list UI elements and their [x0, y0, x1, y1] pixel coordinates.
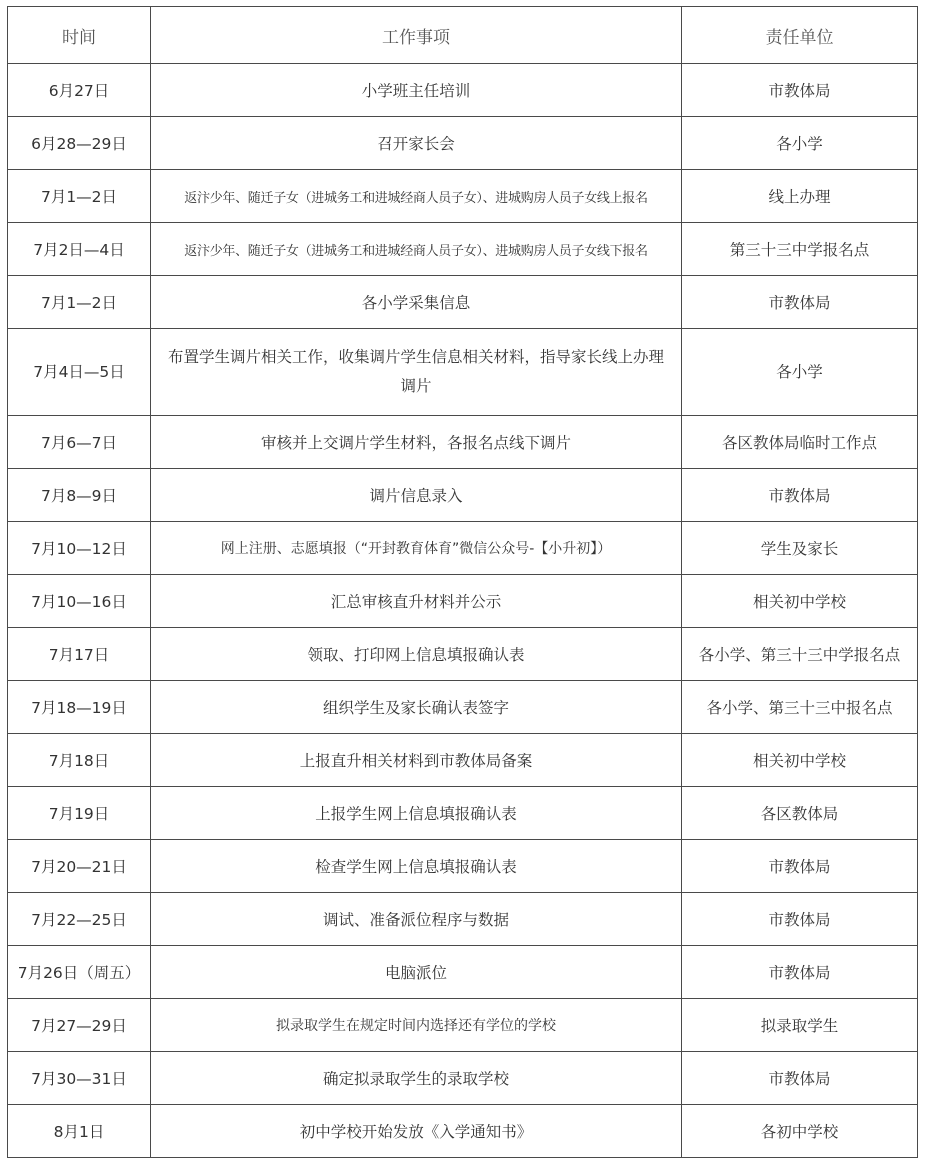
time-cell: 7月6—7日 [8, 416, 151, 469]
task-cell: 返汴少年、随迁子女（进城务工和进城经商人员子女）、进城购房人员子女线下报名 [151, 223, 682, 276]
unit-cell: 市教体局 [682, 276, 918, 329]
table-row [8, 223, 918, 276]
time-cell: 7月4日—5日 [8, 329, 151, 416]
unit-cell: 市教体局 [682, 469, 918, 522]
table-row [8, 628, 918, 681]
time-cell: 7月17日 [8, 628, 151, 681]
task-cell: 返汴少年、随迁子女（进城务工和进城经商人员子女）、进城购房人员子女线上报名 [151, 170, 682, 223]
table-row [8, 575, 918, 628]
header-row [8, 7, 918, 64]
table-row [8, 416, 918, 469]
time-cell: 7月30—31日 [8, 1052, 151, 1105]
table-row [8, 117, 918, 170]
table-row [8, 946, 918, 999]
task-cell: 调片信息录入 [151, 469, 682, 522]
time-cell: 7月10—12日 [8, 522, 151, 575]
time-cell: 7月20—21日 [8, 840, 151, 893]
table-row [8, 999, 918, 1052]
unit-cell: 学生及家长 [682, 522, 918, 575]
unit-cell: 各区教体局 [682, 787, 918, 840]
header-task: 工作事项 [151, 7, 682, 64]
time-cell: 7月8—9日 [8, 469, 151, 522]
table-row [8, 681, 918, 734]
table-row [8, 276, 918, 329]
unit-cell: 拟录取学生 [682, 999, 918, 1052]
task-cell: 小学班主任培训 [151, 64, 682, 117]
time-cell: 8月1日 [8, 1105, 151, 1158]
task-cell: 上报直升相关材料到市教体局备案 [151, 734, 682, 787]
task-cell: 网上注册、志愿填报（“开封教育体育”微信公众号-【小升初】） [151, 522, 682, 575]
task-cell: 汇总审核直升材料并公示 [151, 575, 682, 628]
unit-cell: 相关初中学校 [682, 734, 918, 787]
unit-cell: 线上办理 [682, 170, 918, 223]
unit-cell: 各小学、第三十三中报名点 [682, 681, 918, 734]
table-row [8, 64, 918, 117]
schedule-table [7, 6, 918, 1158]
table-row [8, 170, 918, 223]
unit-cell: 市教体局 [682, 64, 918, 117]
time-cell: 7月2日—4日 [8, 223, 151, 276]
time-cell: 7月19日 [8, 787, 151, 840]
task-cell: 拟录取学生在规定时间内选择还有学位的学校 [151, 999, 682, 1052]
unit-cell: 市教体局 [682, 893, 918, 946]
time-cell: 7月22—25日 [8, 893, 151, 946]
unit-cell: 相关初中学校 [682, 575, 918, 628]
task-cell: 召开家长会 [151, 117, 682, 170]
time-cell: 6月28—29日 [8, 117, 151, 170]
task-cell: 确定拟录取学生的录取学校 [151, 1052, 682, 1105]
time-cell: 6月27日 [8, 64, 151, 117]
time-cell: 7月18—19日 [8, 681, 151, 734]
time-cell: 7月27—29日 [8, 999, 151, 1052]
time-cell: 7月1—2日 [8, 170, 151, 223]
unit-cell: 市教体局 [682, 1052, 918, 1105]
task-cell: 检查学生网上信息填报确认表 [151, 840, 682, 893]
table-row [8, 893, 918, 946]
table-row [8, 329, 918, 416]
task-cell: 各小学采集信息 [151, 276, 682, 329]
task-cell: 调试、准备派位程序与数据 [151, 893, 682, 946]
unit-cell: 市教体局 [682, 946, 918, 999]
table-row [8, 522, 918, 575]
table-row [8, 1052, 918, 1105]
header-time: 时间 [8, 7, 151, 64]
task-cell: 领取、打印网上信息填报确认表 [151, 628, 682, 681]
unit-cell: 各小学 [682, 117, 918, 170]
unit-cell: 各区教体局临时工作点 [682, 416, 918, 469]
time-cell: 7月10—16日 [8, 575, 151, 628]
unit-cell: 各小学 [682, 329, 918, 416]
unit-cell: 各小学、第三十三中学报名点 [682, 628, 918, 681]
task-cell: 组织学生及家长确认表签字 [151, 681, 682, 734]
table-row [8, 787, 918, 840]
table-row [8, 1105, 918, 1158]
table-row [8, 469, 918, 522]
table-row [8, 840, 918, 893]
table-row [8, 734, 918, 787]
task-cell: 电脑派位 [151, 946, 682, 999]
task-cell: 上报学生网上信息填报确认表 [151, 787, 682, 840]
time-cell: 7月1—2日 [8, 276, 151, 329]
task-cell: 审核并上交调片学生材料，各报名点线下调片 [151, 416, 682, 469]
time-cell: 7月18日 [8, 734, 151, 787]
task-cell: 布置学生调片相关工作，收集调片学生信息相关材料，指导家长线上办理调片 [151, 329, 682, 416]
time-cell: 7月26日（周五） [8, 946, 151, 999]
unit-cell: 各初中学校 [682, 1105, 918, 1158]
task-cell: 初中学校开始发放《入学通知书》 [151, 1105, 682, 1158]
unit-cell: 第三十三中学报名点 [682, 223, 918, 276]
unit-cell: 市教体局 [682, 840, 918, 893]
header-unit: 责任单位 [682, 7, 918, 64]
